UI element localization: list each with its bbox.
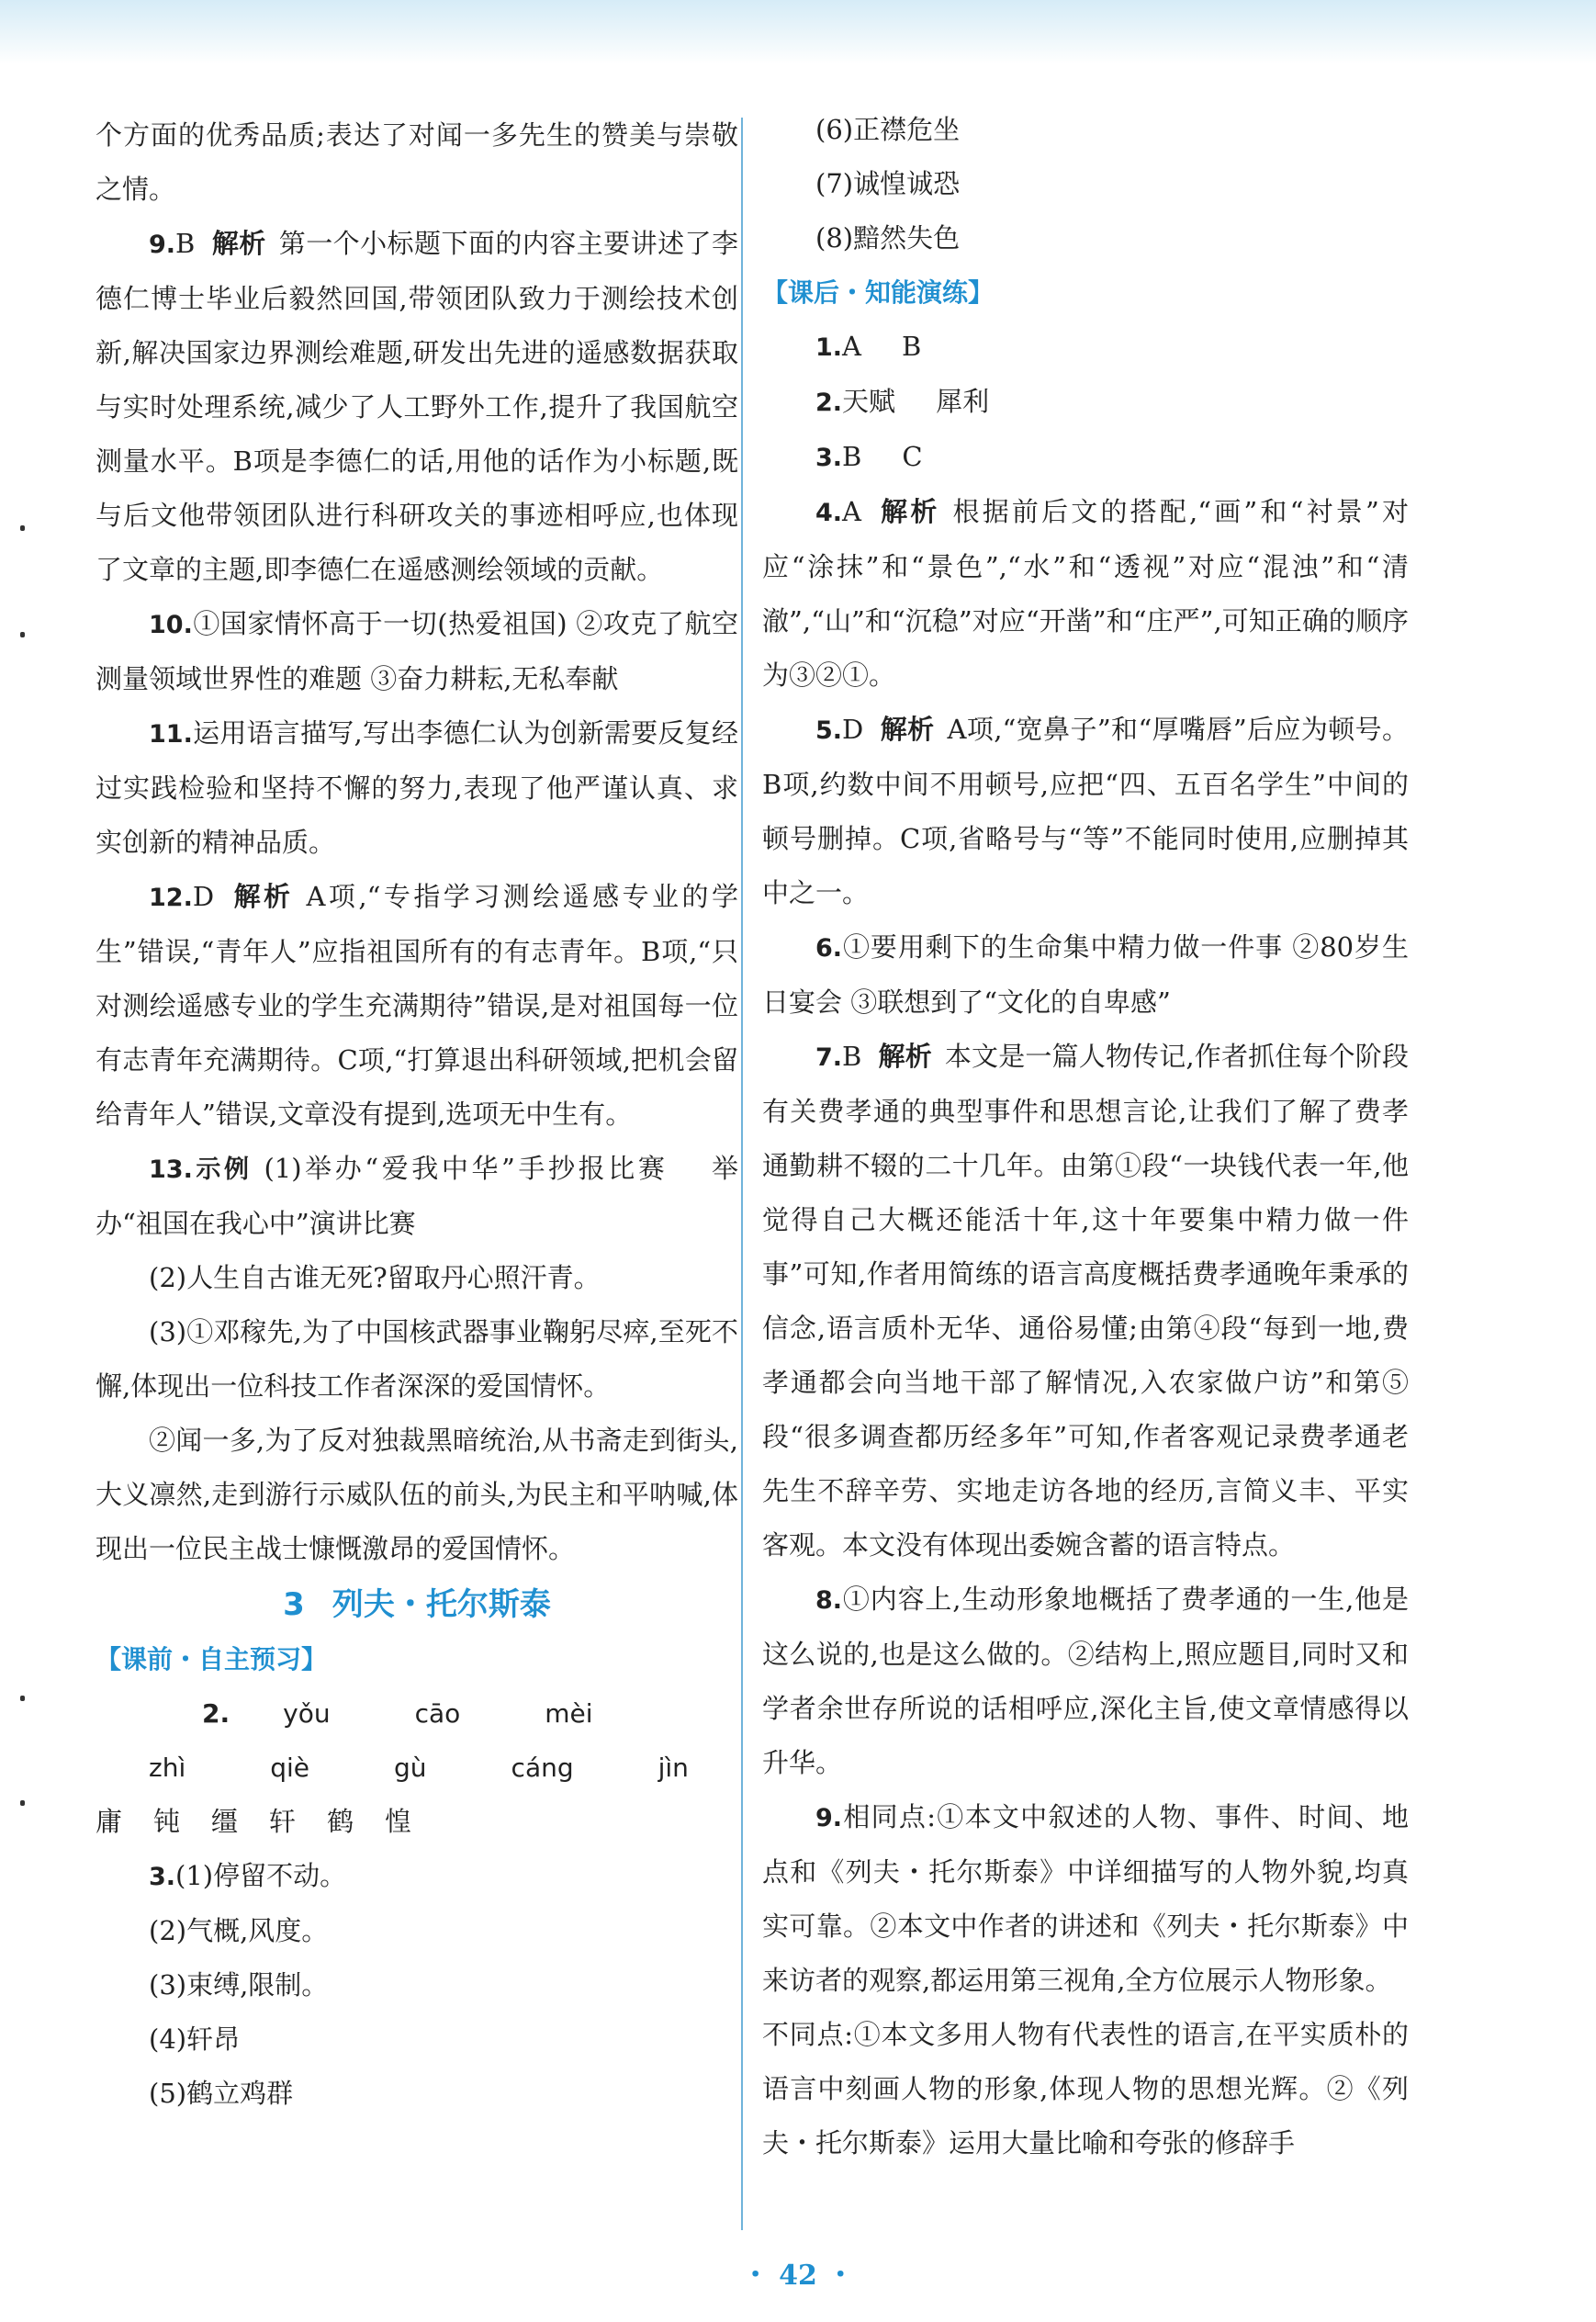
answer-9: 9.B 解析 第一个小标题下面的内容主要讲述了李德仁博士毕业后毅然回国,带领团队致力于测绘技术创新,解决国家边界测绘难题,研发出先进的遥感数据获取与实时处理系统,减少了人工野外工作,提升了我国航空测量水平。B项是李德仁的话,用他的话作为小标题,既与后文他带领团队进行科研攻关的事迹相呼应,也体现了文章的主题,即李德仁在遥感测绘领域的贡献。: [96, 228, 738, 585]
answer-11: 11.运用语言描写,写出李德仁认为创新需要反复经过实践检验和坚持不懈的努力,表现了他严谨认真、求实创新的精神品质。: [96, 717, 738, 858]
left-column: [96, 108, 738, 2121]
margin-dot: [20, 632, 25, 637]
practice-4: 4.A 解析 根据前后文的搭配,“画”和“衬景”对应“涂抹”和“景色”,“水”和“透视”对应“混浊”和“清澈”,“山”和“沉稳”对应“开凿”和“庄严”,可知正确的顺序为③②①。: [762, 496, 1409, 691]
answer-13-line1: 13.示例 (1)举办“爱我中华”手抄报比赛 举办“祖国在我心中”演讲比赛: [96, 1153, 739, 1239]
column-divider: [741, 118, 743, 2230]
answer-3-item-6: (6)正襟危坐: [815, 114, 961, 145]
practice-7: 7.B 解析 本文是一篇人物传记,作者抓住每个阶段有关费孝通的典型事件和思想言论,让我们了解了费孝通勤耕不辍的二十几年。由第①段“一块钱代表一年,他觉得自己大概还能活十年,这十年要集中精力做一件事”可知,作者用简练的语言高度概括费孝通晚年秉承的信念,语言质朴无华、通俗易懂;由第④段“每到一地,费孝通都会向当地干部了解情况,入农家做户访”和第⑤段“很多调查都历经多年”可知,作者客观记录费孝通老先生不辞辛劳、实地走访各地的经历,言简义丰、平实客观。本文没有体现出委婉含蓄的语言特点。: [762, 1041, 1409, 1561]
section-post-practice: 【课后・知能演练】: [762, 277, 995, 308]
answer-3-item-5: (5)鹤立鸡群: [149, 2078, 294, 2109]
answer-13-line2: (2)人生自古谁无死?留取丹心照汗青。: [149, 1262, 601, 1293]
margin-dot: [20, 525, 25, 531]
practice-3: 3.B C: [815, 441, 923, 472]
answer-3-item-4: (4)轩昂: [149, 2023, 241, 2055]
practice-9: 9.相同点:①本文中叙述的人物、事件、时间、地点和《列夫・托尔斯泰》中详细描写的人物外貌,均真实可靠。②本文中作者的讲述和《列夫・托尔斯泰》中来访者的观察,都运用第三视角,全方位展示人物形象。: [762, 1801, 1409, 1996]
practice-8: 8.①内容上,生动形象地概括了费孝通的一生,他是这么说的,也是这么做的。②结构上,照应题目,同时又和学者余世存所说的话相呼应,深化主旨,使文章情感得以升华。: [762, 1584, 1409, 1778]
section-pre-study: 【课前・自主预习】: [96, 1644, 328, 1674]
answer-3-item-8: (8)黯然失色: [815, 222, 961, 254]
answer-2-chars: 庸 钝 缰 轩 鹤 惶: [96, 1806, 412, 1837]
answer-12: 12.D 解析 A项,“专指学习测绘遥感专业的学生”错误,“青年人”应指祖国所有的有志青年。B项,“只对测绘遥感专业的学生充满期待”错误,是对祖国每一位有志青年充满期待。C项,“打算退出科研领域,把机会留给青年人”错误,文章没有提到,选项无中生有。: [96, 881, 738, 1130]
margin-dot: [20, 1696, 25, 1701]
answer-continuation: 个方面的优秀品质;表达了对闻一多先生的赞美与崇敬之情。: [96, 119, 738, 205]
margin-dot: [20, 1800, 25, 1806]
answer-13-line3: (3)①邓稼先,为了中国核武器事业鞠躬尽瘁,至死不懈,体现出一位科技工作者深深的爱国情怀。: [96, 1316, 738, 1402]
answer-3-item-2: (2)气概,风度。: [149, 1915, 329, 1946]
answer-13-line4: ②闻一多,为了反对独裁黑暗统治,从书斋走到街头,大义凛然,走到游行示威队伍的前头,为民主和平呐喊,体现出一位民主战士慷慨激昂的爱国情怀。: [96, 1425, 738, 1564]
practice-5: 5.D 解析 A项,“宽鼻子”和“厚嘴唇”后应为顿号。B项,约数中间不用顿号,应把“四、五百名学生”中间的顿号删掉。C项,省略号与“等”不能同时使用,应删掉其中之一。: [762, 714, 1409, 908]
answer-3-item-7: (7)诚惶诚恐: [815, 168, 961, 199]
header-band: [0, 0, 1596, 64]
answer-3-item-1: 3.(1)停留不动。: [149, 1860, 347, 1891]
right-column: [762, 108, 1409, 2170]
chapter-title: 3 列夫・托尔斯泰: [283, 1586, 551, 1623]
answer-2-pinyin: 2. yǒu cāo mèizhì qiè gù cáng jìn: [149, 1698, 689, 1783]
answer-10: 10.①国家情怀高于一切(热爱祖国) ②攻克了航空测量领域世界性的难题 ③奋力耕耘,无私奉献: [96, 608, 738, 694]
practice-1: 1.A B: [815, 331, 922, 362]
practice-2: 2.天赋 犀利: [815, 386, 990, 417]
answer-3-item-3: (3)束缚,限制。: [149, 1969, 329, 2001]
page-number: ・ 42 ・: [741, 2260, 855, 2292]
practice-6: 6.①要用剩下的生命集中精力做一件事 ②80岁生日宴会 ③联想到了“文化的自卑感”: [762, 931, 1409, 1018]
practice-9-part2: 不同点:①本文多用人物有代表性的语言,在平实质朴的语言中刻画人物的形象,体现人物的思想光辉。②《列夫・托尔斯泰》运用大量比喻和夸张的修辞手: [762, 2019, 1409, 2159]
